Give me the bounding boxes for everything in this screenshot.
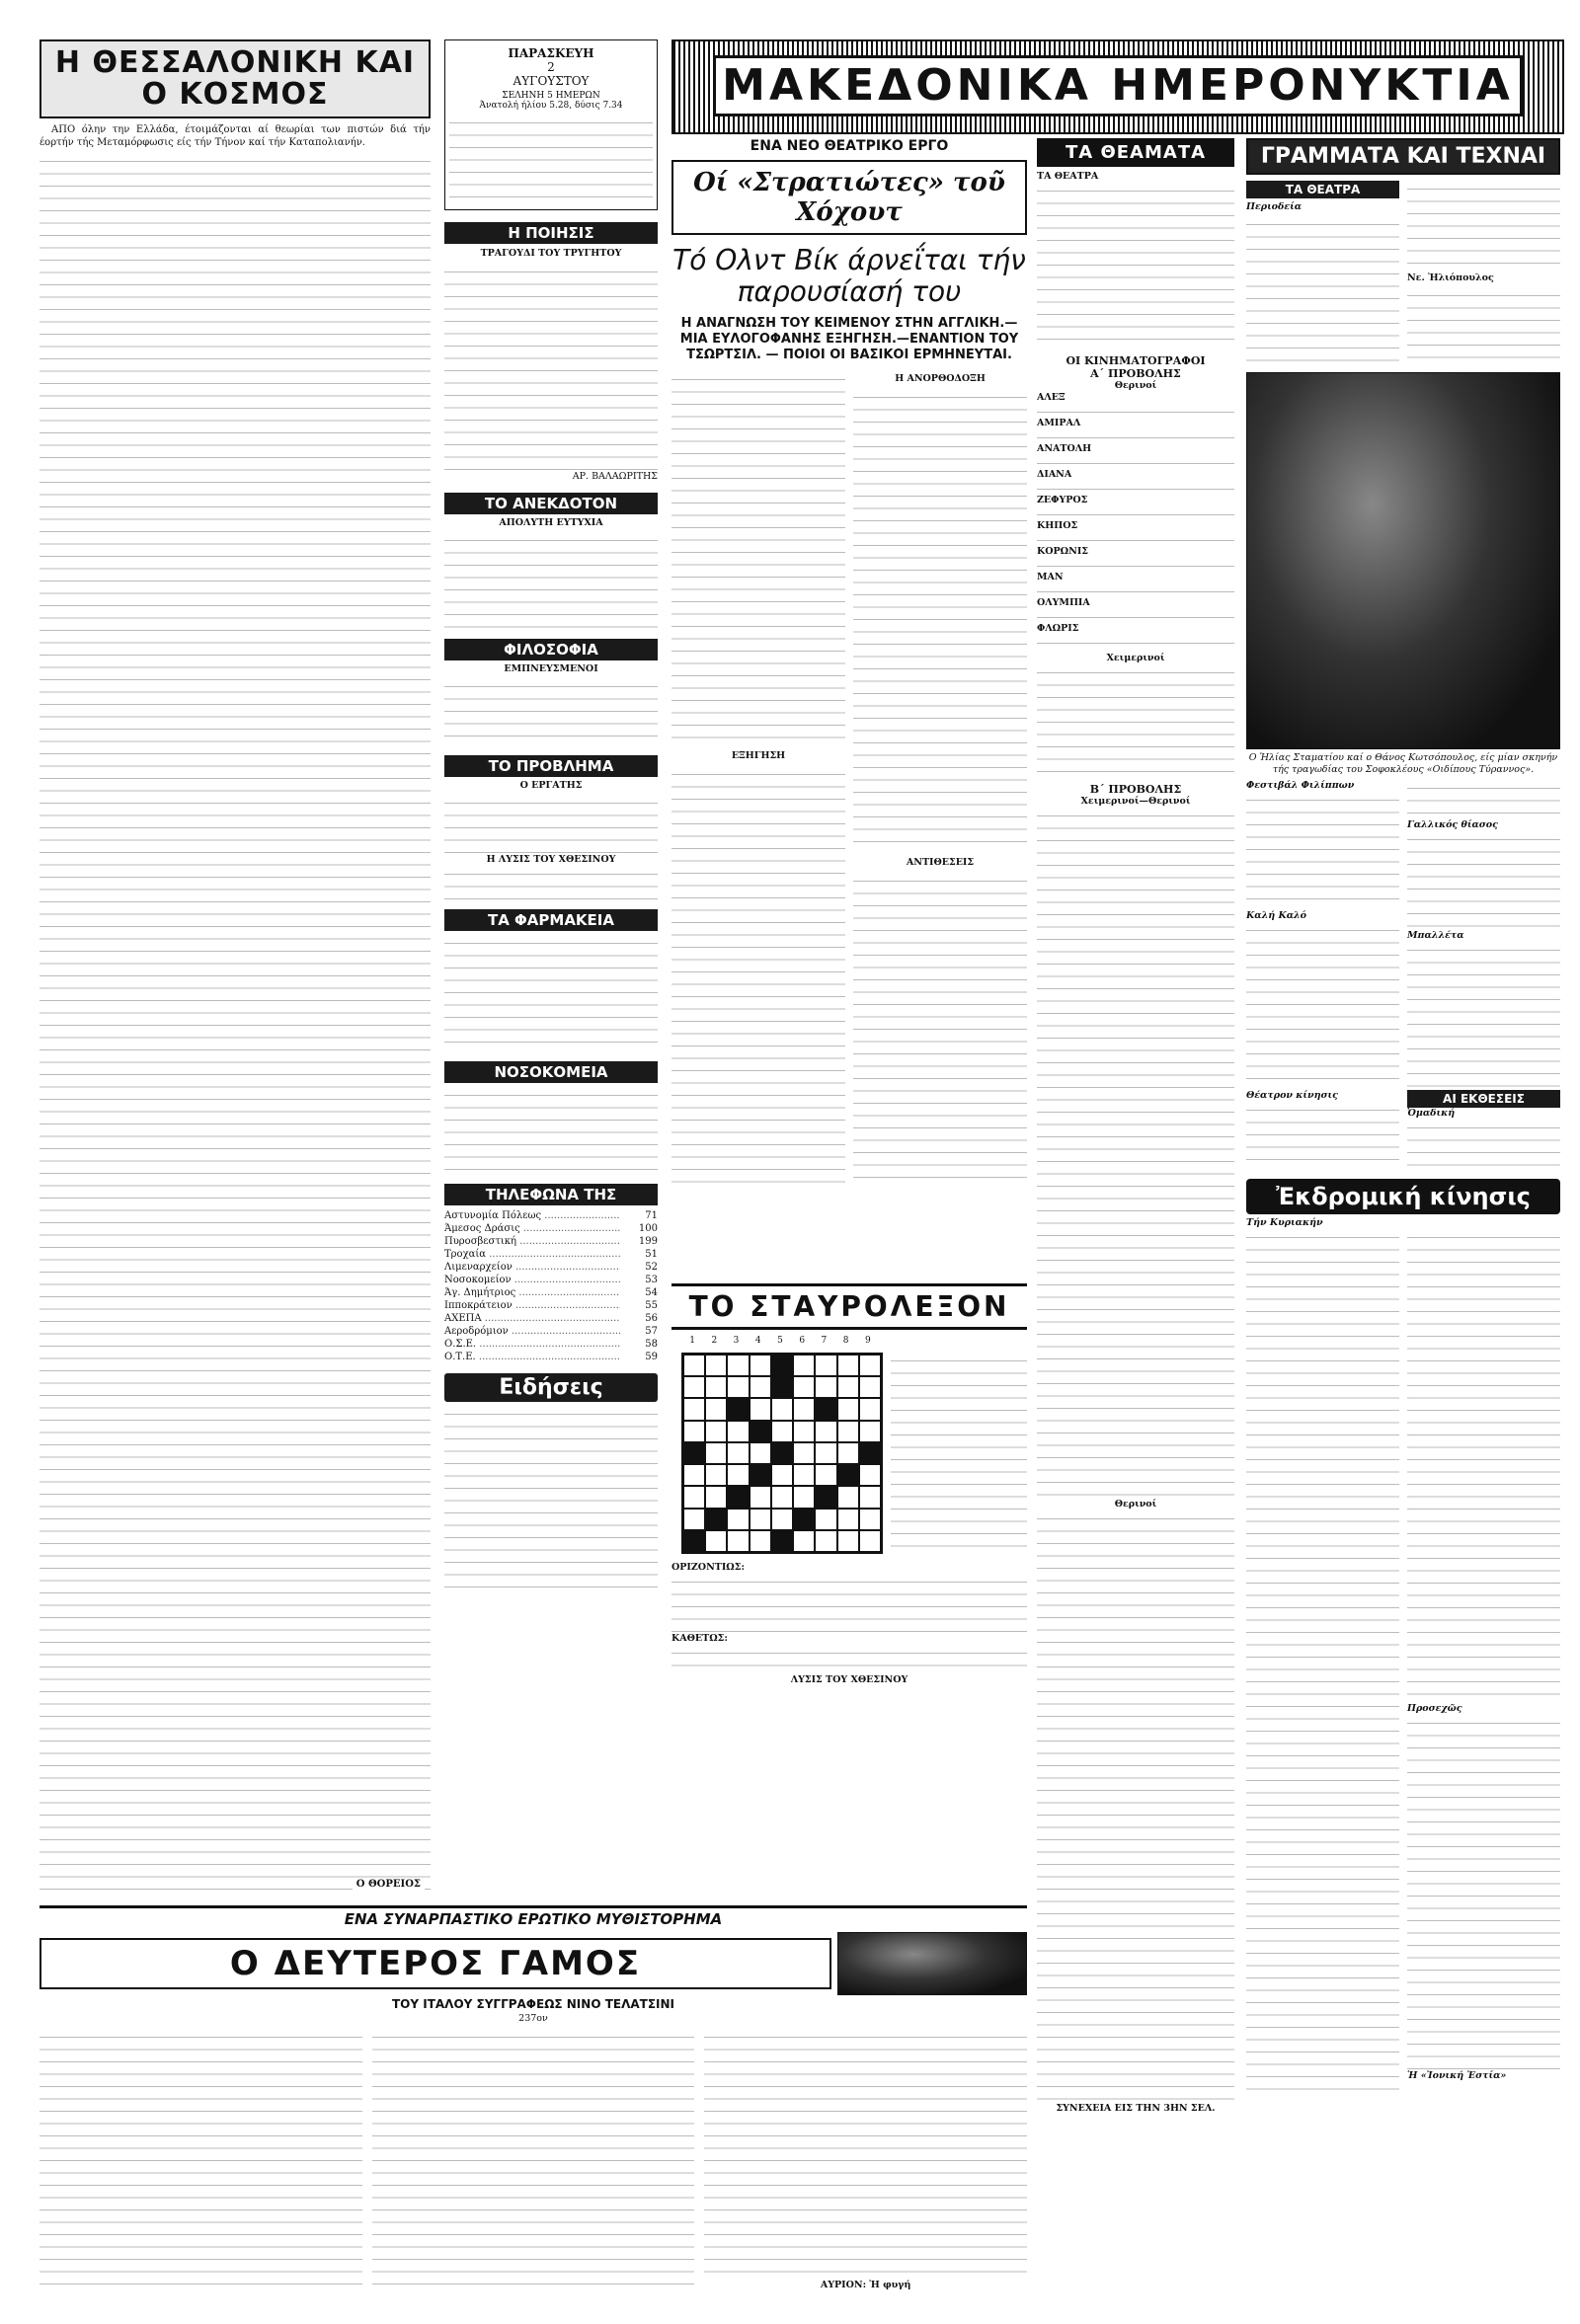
cinema-entry: [1037, 443, 1234, 469]
crossword-cell: [705, 1355, 727, 1376]
crossword-cell: [705, 1486, 727, 1508]
phones-heading: ΤΗΛΕΦΩΝΑ ΤΗΣ: [444, 1184, 658, 1205]
cinema-entry: [1037, 572, 1234, 597]
crossword-cell: [859, 1421, 881, 1442]
arts-theatre-movement: Θέατρον κίνησις: [1246, 1090, 1338, 1101]
crossword-cell: [837, 1355, 859, 1376]
phone-name: Ο.Τ.Ε. .....: [444, 1351, 620, 1363]
crossword-cell: [793, 1509, 815, 1530]
phone-number: 55: [645, 1300, 658, 1311]
poetry-title: ΤΡΑΓΟΥΔΙ ΤΟΥ ΤΡΥΓΗΤΟΥ: [480, 248, 622, 259]
phone-number: 52: [645, 1262, 658, 1273]
crossword-cell: [771, 1398, 793, 1420]
phone-row: [444, 1248, 658, 1261]
crossword-cell: [727, 1464, 749, 1486]
poetry-heading: Η ΠΟΙΗΣΙΣ: [444, 222, 658, 244]
phone-name: Αστυνομία Πόλεως .....: [444, 1209, 620, 1222]
crossword-cell: [750, 1486, 771, 1508]
arts-kalo: Καλή Καλό: [1246, 910, 1307, 921]
cinema-list: [1037, 392, 1234, 649]
arts-festival: Φεστιβάλ Φιλίππων: [1246, 780, 1355, 791]
cinema-name: ΦΛΩΡΙΣ: [1037, 623, 1079, 634]
crossword-cell: [727, 1486, 749, 1508]
crossword-cell: [859, 1376, 881, 1398]
cinema-name: ΔΙΑΝΑ: [1037, 469, 1072, 480]
crossword-cell: [705, 1464, 727, 1486]
phone-name: ΑΧΕΠΑ .....: [444, 1312, 620, 1325]
novel-kicker: ΕΝΑ ΣΥΝΑΡΠΑΣΤΙΚΟ ΕΡΩΤΙΚΟ ΜΥΘΙΣΤΟΡΗΜΑ: [40, 1905, 1027, 1928]
crossword-cell: [683, 1530, 705, 1552]
cinema-entry: [1037, 469, 1234, 495]
phone-row: [444, 1235, 658, 1248]
cinema-name: ΟΛΥΜΠΙΑ: [1037, 597, 1090, 608]
cinema-name: ΚΗΠΟΣ: [1037, 520, 1078, 531]
play-summary: Η ΑΝΑΓΝΩΣΗ ΤΟΥ ΚΕΙΜΕΝΟΥ ΣΤΗΝ ΑΓΓΛΙΚΗ.— ΜΙΑ ΕΥΛΟΓΟΦΑΝΗΣ ΕΞΗΓΗΣΗ.—ΕΝΑΝΤΙΟΝ ΤΟΥ ΤΣΩΡΤΣΙΛ. — ΠΟΙΟΙ ΟΙ ΒΑΣΙΚΟΙ ΕΡΜΗΝΕΥΤΑΙ.: [679, 316, 1019, 362]
shows-heading: ΤΑ ΘΕΑΜΑΤΑ: [1037, 138, 1234, 167]
crossword-cell: [815, 1355, 836, 1376]
poetry-author: ΑΡ. ΒΑΛΑΩΡΙΤΗΣ: [572, 471, 658, 482]
anecdote-heading: ΤΟ ΑΝΕΚΔΟΤΟΝ: [444, 493, 658, 514]
novel-author: ΤΟΥ ΙΤΑΛΟΥ ΣΥΓΓΡΑΦΕΩΣ ΝΙΝΟ ΤΕΛΑΤΣΙΝΙ: [391, 1997, 675, 2011]
shows-column: [1037, 138, 1234, 2310]
play-title: Οί «Στρατιώτες» τοῦ Χόχουτ: [672, 160, 1027, 235]
crossword-cell: [683, 1355, 705, 1376]
summer2-heading: Θερινοί: [1114, 1499, 1157, 1510]
play-sub-unorthodox: Η ΑΝΟΡΘΟΔΟΞΗ: [895, 373, 986, 384]
crossword-column-number: 3: [733, 1336, 740, 1346]
cinema-name: ΖΕΦΥΡΟΣ: [1037, 495, 1088, 505]
phone-number: 54: [645, 1287, 658, 1298]
crossword-down-label: ΚΑΘΕΤΩΣ:: [672, 1633, 728, 1644]
crossword-cell: [683, 1421, 705, 1442]
excursion-heading: Ἐκδρομική κίνησις: [1246, 1179, 1560, 1214]
crossword-cell: [750, 1464, 771, 1486]
phone-name: Νοσοκομείον .....: [444, 1274, 620, 1286]
news-heading: Ειδήσεις: [444, 1373, 658, 1402]
shows-continued: ΣΥΝΕΧΕΙΑ ΕΙΣ ΤΗΝ 3ΗΝ ΣΕΛ.: [1056, 2103, 1216, 2114]
ionian-hearth: Ἡ «Ἰονική Ἑστία»: [1407, 2070, 1507, 2081]
crossword-cell: [793, 1376, 815, 1398]
crossword-cell: [771, 1486, 793, 1508]
crossword-cell: [793, 1398, 815, 1420]
crossword-cell: [859, 1398, 881, 1420]
phone-number: 57: [645, 1326, 658, 1337]
left-first-paragraph: ΑΠΟ όλην την Ελλάδα, έτοιμάζονται αί θεωρίαι των πιστών διά τήν έορτήν τής Μεταμόρφωσις είς τήν Τήνον καί τήν Καταπολιανήν.: [40, 124, 431, 148]
problem-solution: Η ΛΥΣΙΣ ΤΟΥ ΧΘΕΣΙΝΟΥ: [486, 854, 616, 865]
phone-name: Τροχαία .....: [444, 1248, 620, 1261]
novel-block: [40, 1905, 1027, 2310]
crossword-cell: [793, 1442, 815, 1464]
play-subtitle: ΕΝΑ ΝΕΟ ΘΕΑΤΡΙΚΟ ΕΡΓΟ: [750, 138, 949, 154]
crossword-cell: [771, 1421, 793, 1442]
left-signature: Ο ΘΟΡΕΙΟΣ: [353, 1879, 425, 1890]
crossword-cell: [771, 1464, 793, 1486]
arts-sub-tour: Περιοδεία: [1246, 201, 1303, 212]
crossword-cell: [727, 1355, 749, 1376]
crossword-cell: [837, 1421, 859, 1442]
first-run-heading: Α΄ ΠΡΟΒΟΛΗΣ: [1090, 367, 1181, 380]
crossword-cell: [750, 1398, 771, 1420]
play-column: [672, 138, 1027, 1274]
crossword-cell: [750, 1442, 771, 1464]
problem-title: Ο ΕΡΓΑΤΗΣ: [519, 780, 583, 791]
cinema-entry: [1037, 597, 1234, 623]
phone-name: Λιμεναρχείον .....: [444, 1261, 620, 1274]
crossword-cell: [727, 1421, 749, 1442]
crossword-column-number: 2: [711, 1336, 718, 1346]
phone-number: 59: [645, 1352, 658, 1362]
phone-row: [444, 1312, 658, 1325]
phone-row: [444, 1209, 658, 1222]
cinema-name: ΚΟΡΩΝΙΣ: [1037, 546, 1088, 557]
phone-row: [444, 1351, 658, 1363]
crossword-column-number: 6: [799, 1336, 806, 1346]
second-run-heading: Β΄ ΠΡΟΒΟΛΗΣ: [1089, 783, 1182, 796]
play-deck: Τό Ολντ Βίκ άρνεΐται τήν παρουσίασή του: [672, 244, 1026, 308]
arts-sub-iliopoulos: Νε. Ἠλιόπουλος: [1407, 272, 1494, 283]
crossword-cell: [750, 1421, 771, 1442]
arts-photo: [1246, 372, 1560, 749]
phone-row: [444, 1338, 658, 1351]
excursion-sunday: Τήν Κυριακήν: [1246, 1217, 1323, 1228]
crossword-cell: [793, 1355, 815, 1376]
crossword-cell: [859, 1486, 881, 1508]
crossword-cell: [837, 1464, 859, 1486]
phone-row: [444, 1286, 658, 1299]
phone-row: [444, 1274, 658, 1286]
cinemas-heading: ΟΙ ΚΙΝΗΜΑΤΟΓΡΑΦΟΙ: [1066, 354, 1206, 367]
cinema-name: ΑΛΕΞ: [1037, 392, 1066, 403]
crossword-cell: [793, 1421, 815, 1442]
cinema-entry: [1037, 520, 1234, 546]
crossword-column-number: 8: [842, 1336, 849, 1346]
crossword-cell: [727, 1530, 749, 1552]
crossword-cell: [727, 1509, 749, 1530]
crossword-cell: [793, 1486, 815, 1508]
crossword-column-number: 7: [821, 1336, 828, 1346]
crossword-cell: [727, 1398, 749, 1420]
phone-name: Πυροσβεστική .....: [444, 1235, 620, 1248]
crossword-cell: [705, 1530, 727, 1552]
crossword-cell: [771, 1509, 793, 1530]
mixed-heading: Χειμερινοί—Θερινοί: [1080, 796, 1191, 807]
crossword-cell: [727, 1376, 749, 1398]
arts-theatre-heading: ΤΑ ΘΕΑΤΡΑ: [1246, 181, 1399, 198]
crossword-cell: [705, 1509, 727, 1530]
anecdote-title: ΑΠΟΛΥΤΗ ΕΥΤΥΧΙΑ: [499, 517, 603, 528]
theatres-heading: ΤΑ ΘΕΑΤΡΑ: [1037, 171, 1099, 182]
crossword-cell: [837, 1509, 859, 1530]
crossword-cell: [683, 1398, 705, 1420]
phone-number: 58: [645, 1339, 658, 1350]
left-article-text: [40, 153, 431, 1896]
crossword-block: [672, 1283, 1027, 1698]
crossword-cell: [793, 1464, 815, 1486]
crossword-cell: [750, 1355, 771, 1376]
crossword-cell: [815, 1376, 836, 1398]
sun-info: Άνατολή ήλίου 5.28, δύσις 7.34: [479, 101, 623, 111]
day-number: 2: [547, 60, 555, 74]
summer-heading: Θερινοί: [1114, 380, 1157, 391]
crossword-column-number: 4: [754, 1336, 761, 1346]
cinema-entry: [1037, 623, 1234, 649]
crossword-cell: [705, 1421, 727, 1442]
crossword-cell: [815, 1530, 836, 1552]
poetry-text: [444, 264, 658, 471]
crossword-cell: [683, 1442, 705, 1464]
cinema-entry: [1037, 392, 1234, 418]
crossword-cell: [837, 1530, 859, 1552]
philosophy-heading: ΦΙΛΟΣΟΦΙΑ: [444, 639, 658, 660]
crossword-cell: [750, 1530, 771, 1552]
cinema-entry: [1037, 495, 1234, 520]
moon-info: ΣΕΛΗΝΗ 5 ΗΜΕΡΩΝ: [502, 91, 600, 101]
philosophy-title: ΕΜΠΝΕΥΣΜΕΝΟΙ: [504, 663, 598, 674]
novel-illustration: [837, 1932, 1027, 1995]
crossword-column-number: 5: [777, 1336, 783, 1346]
crossword-cell: [815, 1509, 836, 1530]
phone-number: 71: [645, 1210, 658, 1221]
phone-number: 199: [638, 1236, 658, 1247]
exhibitions-heading: ΑΙ ΕΚΘΕΣΕΙΣ: [1407, 1090, 1560, 1108]
novel-episode: 237ον: [518, 2013, 548, 2024]
arts-heading: ΓΡΑΜΜΑΤΑ ΚΑΙ ΤΕΧΝΑΙ: [1246, 138, 1560, 175]
crossword-cell: [837, 1442, 859, 1464]
phones-list: [444, 1209, 658, 1363]
phone-number: 56: [645, 1313, 658, 1324]
crossword-cell: [793, 1530, 815, 1552]
crossword-cell: [859, 1530, 881, 1552]
phone-row: [444, 1222, 658, 1235]
crossword-cell: [771, 1442, 793, 1464]
masthead-title: ΜΑΚΕΔΟΝΙΚΑ ΗΜΕΡΟΝΥΚΤΙΑ: [713, 55, 1523, 116]
crossword-cell: [815, 1464, 836, 1486]
phone-row: [444, 1325, 658, 1338]
crossword-cell: [705, 1376, 727, 1398]
arts-photo-caption: Ο Ἡλίας Σταματίου καί ο Θάνος Κωτσόπουλος, είς μίαν σκηνήν τής τραγωδίας του Σοφοκλέους «Οιδίπους Τύραννος».: [1248, 752, 1558, 775]
arts-ballet: Μπαλλέτα: [1407, 930, 1464, 941]
phone-number: 53: [645, 1275, 658, 1285]
hospitals-heading: ΝΟΣΟΚΟΜΕΙΑ: [444, 1061, 658, 1083]
crossword-cell: [771, 1376, 793, 1398]
day-name: ΠΑΡΑΣΚΕΥΗ: [508, 46, 594, 60]
exhibitions-group: Ὁμαδική: [1407, 1108, 1456, 1119]
phone-row: [444, 1261, 658, 1274]
crossword-cell: [837, 1376, 859, 1398]
date-box: [444, 39, 658, 210]
newspaper-page: [40, 39, 1560, 2310]
phone-name: Ιπποκράτειον .....: [444, 1299, 620, 1312]
crossword-cell: [683, 1464, 705, 1486]
left-column: [40, 39, 431, 1896]
problem-heading: ΤΟ ΠΡΟΒΛΗΜΑ: [444, 755, 658, 777]
pharmacies-heading: ΤΑ ΦΑΡΜΑΚΕΙΑ: [444, 909, 658, 931]
info-column: [444, 39, 658, 1896]
novel-title: Ο ΔΕΥΤΕΡΟΣ ΓΑΜΟΣ: [40, 1938, 831, 1989]
masthead: [672, 39, 1564, 134]
crossword-cell: [837, 1398, 859, 1420]
crossword-cell: [771, 1530, 793, 1552]
crossword-cell: [750, 1509, 771, 1530]
phone-number: 100: [638, 1223, 658, 1234]
crossword-cell: [683, 1486, 705, 1508]
crossword-column-number: 1: [689, 1336, 695, 1346]
play-sub-explanation: ΕΞΗΓΗΣΗ: [731, 750, 786, 761]
cinema-name: ΜΑΝ: [1037, 572, 1064, 582]
crossword-cell: [859, 1355, 881, 1376]
left-headline: Η ΘΕΣΣΑΛΟΝΙΚΗ ΚΑΙ Ο ΚΟΣΜΟΣ: [40, 39, 431, 118]
crossword-answer-heading: ΛΥΣΙΣ ΤΟΥ ΧΘΕΣΙΝΟΥ: [790, 1674, 908, 1685]
excursion-next: Προσεχῶς: [1407, 1703, 1462, 1714]
crossword-cell: [815, 1442, 836, 1464]
arts-column: [1246, 138, 1560, 2310]
month-name: ΑΥΓΟΥΣΤΟΥ: [513, 74, 590, 88]
cinema-entry: [1037, 546, 1234, 572]
crossword-cell: [859, 1509, 881, 1530]
crossword-grid: [681, 1353, 883, 1554]
crossword-cell: [771, 1355, 793, 1376]
crossword-heading: ΤΟ ΣΤΑΥΡΟΛΕΞΟΝ: [672, 1283, 1027, 1330]
crossword-cell: [750, 1376, 771, 1398]
phone-name: Αεροδρόμιον .....: [444, 1325, 620, 1338]
arts-troupe: Γαλλικός θίασος: [1407, 819, 1498, 830]
crossword-cell: [683, 1509, 705, 1530]
crossword-cell: [859, 1464, 881, 1486]
crossword-cell: [815, 1398, 836, 1420]
phone-number: 51: [645, 1249, 658, 1260]
cinema-entry: [1037, 418, 1234, 443]
winter-heading: Χειμερινοί: [1106, 653, 1165, 663]
novel-next: ΑΥΡΙΟΝ: Ἡ φυγή: [820, 2280, 911, 2290]
crossword-across-label: ΟΡΙΖΟΝΤΙΩΣ:: [672, 1562, 745, 1573]
crossword-cell: [815, 1486, 836, 1508]
phone-name: Ο.Σ.Ε. .....: [444, 1338, 620, 1351]
cinema-name: ΑΜΙΡΑΛ: [1037, 418, 1081, 428]
crossword-column-number: 9: [864, 1336, 871, 1346]
play-sub-contrasts: ΑΝΤΙΘΕΣΕΙΣ: [906, 857, 975, 868]
phone-name: Άμεσος Δράσις .....: [444, 1222, 620, 1235]
crossword-cell: [705, 1398, 727, 1420]
phone-name: Άγ. Δημήτριος .....: [444, 1286, 620, 1299]
crossword-numbers: [681, 1336, 879, 1346]
cinema-name: ΑΝΑΤΟΛΗ: [1037, 443, 1092, 454]
crossword-cell: [837, 1486, 859, 1508]
crossword-cell: [859, 1442, 881, 1464]
crossword-cell: [727, 1442, 749, 1464]
crossword-cell: [705, 1442, 727, 1464]
crossword-cell: [815, 1421, 836, 1442]
phone-row: [444, 1299, 658, 1312]
crossword-cell: [683, 1376, 705, 1398]
